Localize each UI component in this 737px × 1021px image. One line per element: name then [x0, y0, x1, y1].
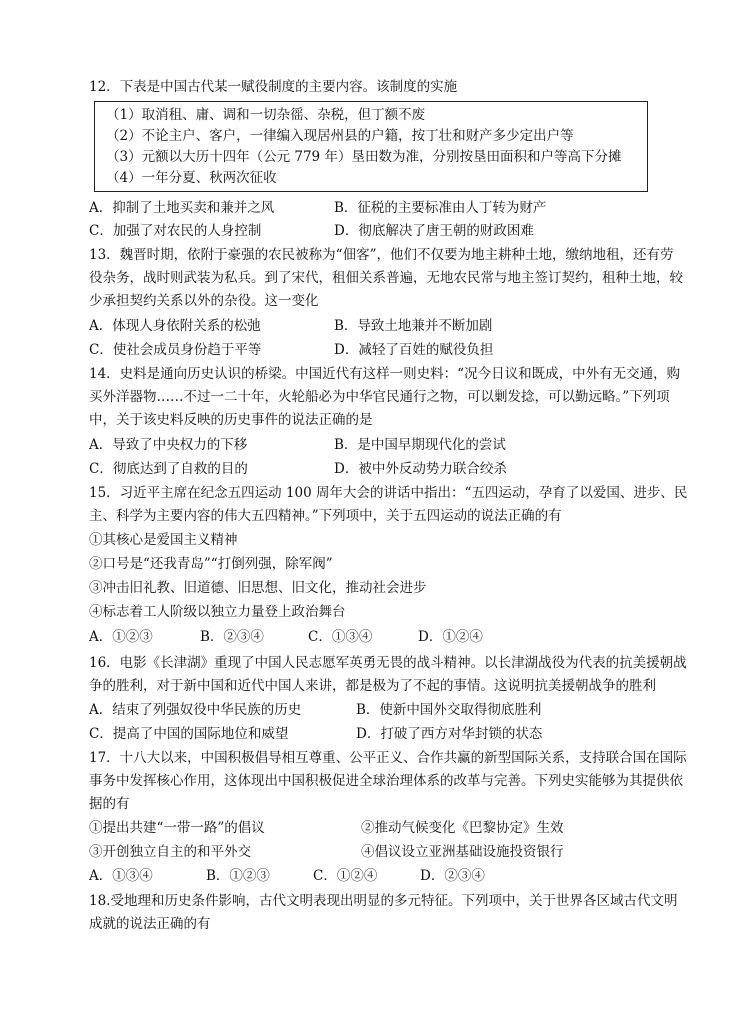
q15-stem-line: 主、科学为主要内容的伟大五四精神。”下列项中，关于五四运动的说法正确的有 [89, 508, 562, 524]
q16-stem-line: 争的胜利，对于新中国和近代中国人来讲，都是极为了不起的事情。这说明抗美援朝战争的胜利 [89, 678, 656, 694]
q15-item: ②口号是“还我青岛”“打倒列强，除军阀” [89, 556, 333, 572]
q14-option-c: C．彻底达到了自救的目的 [89, 461, 248, 477]
q16-option-d: D．打破了西方对华封锁的状态 [356, 726, 543, 742]
q12-stem: 12．下表是中国古代某一赋役制度的主要内容。该制度的实施 [89, 79, 458, 95]
q15-option-b: B．②③④ [200, 629, 264, 645]
q14-stem-line: 买外洋器物……不过一二十年，火轮船必为中华官民通行之物，可以剿发捻，可以勤远略。”下列项 [89, 389, 670, 405]
q18-stem-line: 成就的说法正确的有 [89, 916, 211, 932]
q12-table-row: （2）不论主户、客户，一律编入现居州县的户籍，按丁壮和财产多少定出户等 [106, 128, 574, 144]
q12-option-d: D．彻底解决了唐王朝的财政困难 [334, 223, 534, 239]
q15-option-c: C．①③④ [308, 629, 373, 645]
q17-stem-line: 据的有 [89, 796, 130, 812]
q17-option-c: C．①②④ [313, 868, 378, 884]
q15-stem-line: 15．习近平主席在纪念五四运动 100 周年大会的讲话中指出：“五四运动，孕育了以爱国、进步、民 [89, 485, 688, 501]
q12-table [94, 101, 648, 192]
q12-option-c: C．加强了对农民的人身控制 [89, 223, 262, 239]
q15-option-a: A．①②③ [89, 629, 153, 645]
q17-stem-line: 17．十八大以来，中国积极倡导相互尊重、公平正义、合作共赢的新型国际关系，支持联合国在国际 [89, 750, 687, 766]
q15-item: ③冲击旧礼教、旧道德、旧思想、旧文化，推动社会进步 [89, 580, 427, 596]
q17-item: ①提出共建“一带一路”的倡议 [89, 820, 265, 836]
q17-stem-line: 事务中发挥核心作用，这体现出中国积极促进全球治理体系的改革与完善。下列史实能够为其提供依 [89, 773, 683, 789]
q15-item: ④标志着工人阶级以独立力量登上政治舞台 [89, 604, 346, 620]
q13-option-d: D．减轻了百姓的赋役负担 [334, 342, 494, 358]
q16-option-b: B．使新中国外交取得彻底胜利 [356, 702, 542, 718]
q17-option-d: D．②③④ [420, 868, 485, 884]
q17-item: ②推动气候变化《巴黎协定》生效 [361, 820, 564, 836]
q17-option-a: A．①③④ [89, 868, 153, 884]
q13-option-c: C．使社会成员身份趋于平等 [89, 342, 262, 358]
q18-stem-line: 18.受地理和历史条件影响，古代文明表现出明显的多元特征。下列项中，关于世界各区域古代文明 [89, 893, 678, 909]
q13-stem-line: 13．魏晋时期，依附于豪强的农民被称为“佃客”，他们不仅要为地主耕种土地，缴纳地租，还有劳 [89, 247, 674, 263]
q13-option-b: B．导致土地兼并不断加剧 [334, 318, 493, 334]
q12-table-row: （4）一年分夏、秋两次征收 [106, 170, 277, 186]
q15-option-d: D．①②④ [418, 629, 483, 645]
q14-option-a: A．导致了中央权力的下移 [89, 437, 248, 453]
q14-stem-line: 中，关于该史料反映的历史事件的说法正确的是 [89, 412, 373, 428]
q13-stem-line: 役杂务，战时则武装为私兵。到了宋代，租佃关系普遍，无地农民常与地主签订契约，租种土地，较 [89, 270, 683, 286]
q17-option-b: B．①②③ [206, 868, 270, 884]
q12-option-a: A．抑制了土地买卖和兼并之风 [89, 200, 275, 216]
q13-option-a: A．体现人身依附关系的松弛 [89, 318, 261, 334]
q12-table-row: （1）取消租、庸、调和一切杂徭、杂税，但丁额不废 [106, 107, 426, 123]
q15-item: ①其核心是爱国主义精神 [89, 532, 238, 548]
q17-item: ④倡议设立亚洲基础设施投资银行 [361, 844, 564, 860]
q13-stem-line: 少承担契约关系以外的杂役。这一变化 [89, 293, 319, 309]
q16-option-c: C．提高了中国的国际地位和威望 [89, 726, 289, 742]
q16-stem-line: 16．电影《长津湖》重现了中国人民志愿军英勇无畏的战斗精神。以长津湖战役为代表的抗美援朝战 [89, 655, 687, 671]
q17-item: ③开创独立自主的和平外交 [89, 844, 251, 860]
q14-option-d: D．被中外反动势力联合绞杀 [334, 461, 507, 477]
q16-option-a: A．结束了列强奴役中华民族的历史 [89, 702, 302, 718]
q12-option-b: B．征税的主要标准由人丁转为财产 [334, 200, 547, 216]
q12-table-row: （3）元额以大历十四年（公元 779 年）垦田数为准，分别按垦田面积和户等高下分摊 [106, 149, 622, 165]
q14-option-b: B．是中国早期现代化的尝试 [334, 437, 506, 453]
q14-stem-line: 14．史料是通向历史认识的桥梁。中国近代有这样一则史料：“况今日议和既成，中外有无交通，购 [89, 366, 681, 382]
